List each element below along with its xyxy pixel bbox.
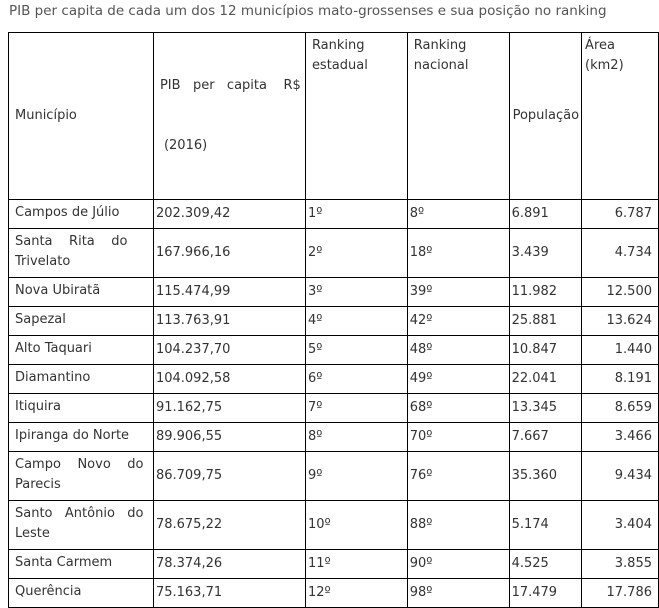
cell-ranking-estadual-value: 1º	[307, 206, 323, 221]
cell-populacao	[509, 423, 581, 452]
cell-area	[582, 501, 659, 550]
cell-pib	[153, 394, 305, 423]
cell-populacao-value: 22.041	[511, 371, 558, 386]
cell-populacao-value: 3.439	[511, 245, 549, 260]
cell-ranking-estadual	[305, 365, 407, 394]
cell-municipio	[9, 365, 154, 394]
header-populacao-label: População	[512, 108, 580, 123]
municipio-line1: Sapezal	[15, 312, 66, 327]
header-ranking-nacional	[407, 33, 509, 200]
cell-ranking-nacional-value: 70º	[409, 429, 433, 444]
cell-populacao	[509, 229, 581, 278]
header-ranking-estadual	[305, 33, 407, 200]
cell-municipio	[9, 394, 154, 423]
cell-area	[582, 550, 659, 579]
cell-ranking-estadual	[305, 278, 407, 307]
cell-populacao-value: 35.360	[511, 468, 558, 483]
cell-ranking-estadual-value: 8º	[307, 429, 323, 444]
cell-ranking-nacional	[407, 336, 509, 365]
cell-ranking-nacional	[407, 394, 509, 423]
cell-area-value: 17.786	[606, 585, 652, 600]
cell-ranking-estadual-value: 2º	[307, 245, 323, 260]
cell-area-value: 3.404	[614, 517, 652, 532]
cell-area	[582, 278, 659, 307]
cell-populacao-value: 17.479	[511, 585, 558, 600]
municipio-line2: Parecis	[15, 477, 61, 492]
cell-ranking-nacional-value: 18º	[409, 245, 433, 260]
cell-ranking-estadual	[305, 336, 407, 365]
municipio-line2: Leste	[15, 526, 50, 541]
cell-ranking-nacional	[407, 278, 509, 307]
cell-area	[582, 200, 659, 229]
table-row	[9, 394, 659, 423]
cell-populacao	[509, 501, 581, 550]
cell-ranking-estadual	[305, 394, 407, 423]
cell-pib-value: 104.237,70	[155, 342, 231, 357]
cell-ranking-nacional-value: 68º	[409, 400, 433, 415]
header-area-line2: (km2)	[585, 58, 624, 73]
cell-ranking-estadual-value: 11º	[307, 556, 331, 571]
cell-ranking-nacional-value: 90º	[409, 556, 433, 571]
cell-pib	[153, 278, 305, 307]
cell-populacao-value: 4.525	[511, 556, 549, 571]
cell-municipio	[9, 336, 154, 365]
cell-municipio	[9, 550, 154, 579]
cell-ranking-estadual	[305, 229, 407, 278]
cell-pib	[153, 200, 305, 229]
header-ranking-estadual-line2: estadual	[311, 58, 368, 73]
header-municipio-label: Município	[15, 108, 77, 123]
cell-ranking-nacional	[407, 423, 509, 452]
municipio-line1: Santa Carmem	[15, 555, 113, 570]
municipio-line1: Ipiranga do Norte	[15, 428, 130, 443]
table-row	[9, 423, 659, 452]
cell-ranking-estadual-value: 6º	[307, 371, 323, 386]
cell-ranking-nacional-value: 48º	[409, 342, 433, 357]
municipio-line1: Campo Novo do	[15, 457, 144, 472]
cell-pib-value: 75.163,71	[155, 585, 223, 600]
cell-municipio	[9, 307, 154, 336]
cell-area-value: 13.624	[606, 313, 652, 328]
cell-ranking-estadual-value: 10º	[307, 517, 331, 532]
header-ranking-estadual-line1: Ranking	[311, 38, 365, 53]
header-municipio	[9, 33, 154, 200]
cell-pib-value: 78.675,22	[155, 517, 223, 532]
cell-pib	[153, 229, 305, 278]
municipio-line1: Itiquira	[15, 399, 61, 414]
cell-pib	[153, 423, 305, 452]
cell-area-value: 12.500	[606, 284, 652, 299]
cell-municipio	[9, 229, 154, 278]
cell-ranking-estadual	[305, 579, 407, 608]
cell-area	[582, 579, 659, 608]
cell-ranking-nacional	[407, 550, 509, 579]
cell-ranking-nacional-value: 42º	[409, 313, 433, 328]
cell-ranking-estadual	[305, 550, 407, 579]
cell-pib-value: 115.474,99	[155, 284, 231, 299]
municipio-line1: Nova Ubiratã	[15, 283, 101, 298]
cell-pib-value: 91.162,75	[155, 400, 223, 415]
cell-populacao-value: 25.881	[511, 313, 558, 328]
cell-ranking-estadual-value: 7º	[307, 400, 323, 415]
cell-populacao	[509, 200, 581, 229]
cell-populacao	[509, 365, 581, 394]
cell-populacao	[509, 336, 581, 365]
cell-ranking-nacional	[407, 501, 509, 550]
cell-municipio	[9, 423, 154, 452]
cell-ranking-estadual-value: 9º	[307, 468, 323, 483]
pib-ranking-table	[8, 32, 659, 608]
cell-area	[582, 307, 659, 336]
cell-populacao	[509, 579, 581, 608]
cell-area	[582, 452, 659, 501]
cell-ranking-nacional-value: 39º	[409, 284, 433, 299]
cell-municipio	[9, 278, 154, 307]
cell-pib-value: 78.374,26	[155, 556, 223, 571]
header-area	[582, 33, 659, 200]
cell-populacao-value: 6.891	[511, 206, 549, 221]
cell-pib	[153, 365, 305, 394]
cell-ranking-estadual	[305, 501, 407, 550]
cell-area-value: 9.434	[614, 468, 652, 483]
cell-pib-value: 202.309,42	[155, 206, 231, 221]
cell-area	[582, 394, 659, 423]
table-row	[9, 579, 659, 608]
municipio-line2: Trivelato	[15, 254, 71, 269]
table-row	[9, 200, 659, 229]
cell-pib-value: 89.906,55	[155, 429, 223, 444]
cell-municipio	[9, 501, 154, 550]
cell-ranking-nacional-value: 98º	[409, 585, 433, 600]
cell-ranking-nacional	[407, 307, 509, 336]
cell-area-value: 3.466	[614, 429, 652, 444]
table-row	[9, 501, 659, 550]
header-pib-line2: (2016)	[163, 138, 208, 153]
table-row	[9, 365, 659, 394]
cell-area-value: 8.659	[614, 400, 652, 415]
table-row	[9, 229, 659, 278]
table-caption: PIB per capita de cada um dos 12 municípios mato-grossenses e sua posição no ranking	[9, 3, 607, 19]
header-populacao	[509, 33, 581, 200]
cell-populacao-value: 7.667	[511, 429, 549, 444]
municipio-line1: Diamantino	[15, 370, 91, 385]
cell-pib-value: 167.966,16	[155, 245, 231, 260]
cell-populacao	[509, 452, 581, 501]
cell-populacao-value: 10.847	[511, 342, 558, 357]
cell-area-value: 4.734	[614, 245, 652, 260]
cell-area-value: 3.855	[614, 556, 652, 571]
cell-pib-value: 113.763,91	[155, 313, 231, 328]
cell-municipio	[9, 200, 154, 229]
cell-pib	[153, 501, 305, 550]
cell-pib	[153, 452, 305, 501]
cell-ranking-estadual	[305, 423, 407, 452]
cell-ranking-estadual-value: 3º	[307, 284, 323, 299]
cell-pib	[153, 579, 305, 608]
cell-ranking-nacional	[407, 200, 509, 229]
cell-pib	[153, 336, 305, 365]
cell-area	[582, 423, 659, 452]
cell-populacao-value: 13.345	[511, 400, 558, 415]
table-header-row	[9, 33, 659, 200]
table-row	[9, 452, 659, 501]
cell-ranking-nacional-value: 76º	[409, 468, 433, 483]
cell-ranking-nacional	[407, 452, 509, 501]
cell-area	[582, 336, 659, 365]
cell-ranking-estadual-value: 5º	[307, 342, 323, 357]
cell-populacao	[509, 278, 581, 307]
table-row	[9, 336, 659, 365]
cell-ranking-estadual	[305, 452, 407, 501]
cell-ranking-nacional	[407, 579, 509, 608]
cell-populacao	[509, 550, 581, 579]
table-row	[9, 307, 659, 336]
cell-populacao	[509, 307, 581, 336]
cell-ranking-estadual-value: 12º	[307, 585, 331, 600]
cell-ranking-nacional-value: 88º	[409, 517, 433, 532]
table-row	[9, 550, 659, 579]
header-ranking-nacional-line1: Ranking	[413, 38, 467, 53]
header-pib-line1: PIB per capita R$	[159, 78, 301, 93]
municipio-line1: Alto Taquari	[15, 341, 92, 356]
cell-ranking-nacional	[407, 229, 509, 278]
cell-ranking-estadual	[305, 307, 407, 336]
municipio-line1: Campos de Júlio	[15, 205, 120, 220]
cell-area-value: 6.787	[614, 206, 652, 221]
table-row	[9, 278, 659, 307]
municipio-line1: Querência	[15, 584, 82, 599]
cell-pib-value: 86.709,75	[155, 468, 223, 483]
municipio-line1: Santo Antônio do	[15, 506, 144, 521]
cell-ranking-nacional-value: 49º	[409, 371, 433, 386]
cell-populacao-value: 11.982	[511, 284, 558, 299]
municipio-line1: Santa Rita do	[15, 234, 128, 249]
cell-municipio	[9, 452, 154, 501]
header-pib	[153, 33, 305, 200]
cell-ranking-estadual-value: 4º	[307, 313, 323, 328]
cell-area-value: 8.191	[614, 371, 652, 386]
cell-populacao	[509, 394, 581, 423]
cell-pib-value: 104.092,58	[155, 371, 231, 386]
cell-municipio	[9, 579, 154, 608]
cell-pib	[153, 550, 305, 579]
header-ranking-nacional-line2: nacional	[413, 58, 469, 73]
cell-area	[582, 229, 659, 278]
cell-populacao-value: 5.174	[511, 517, 549, 532]
cell-ranking-estadual	[305, 200, 407, 229]
cell-area	[582, 365, 659, 394]
cell-area-value: 1.440	[614, 342, 652, 357]
cell-pib	[153, 307, 305, 336]
cell-ranking-nacional	[407, 365, 509, 394]
header-area-line1: Área	[585, 38, 615, 53]
cell-ranking-nacional-value: 8º	[409, 206, 425, 221]
